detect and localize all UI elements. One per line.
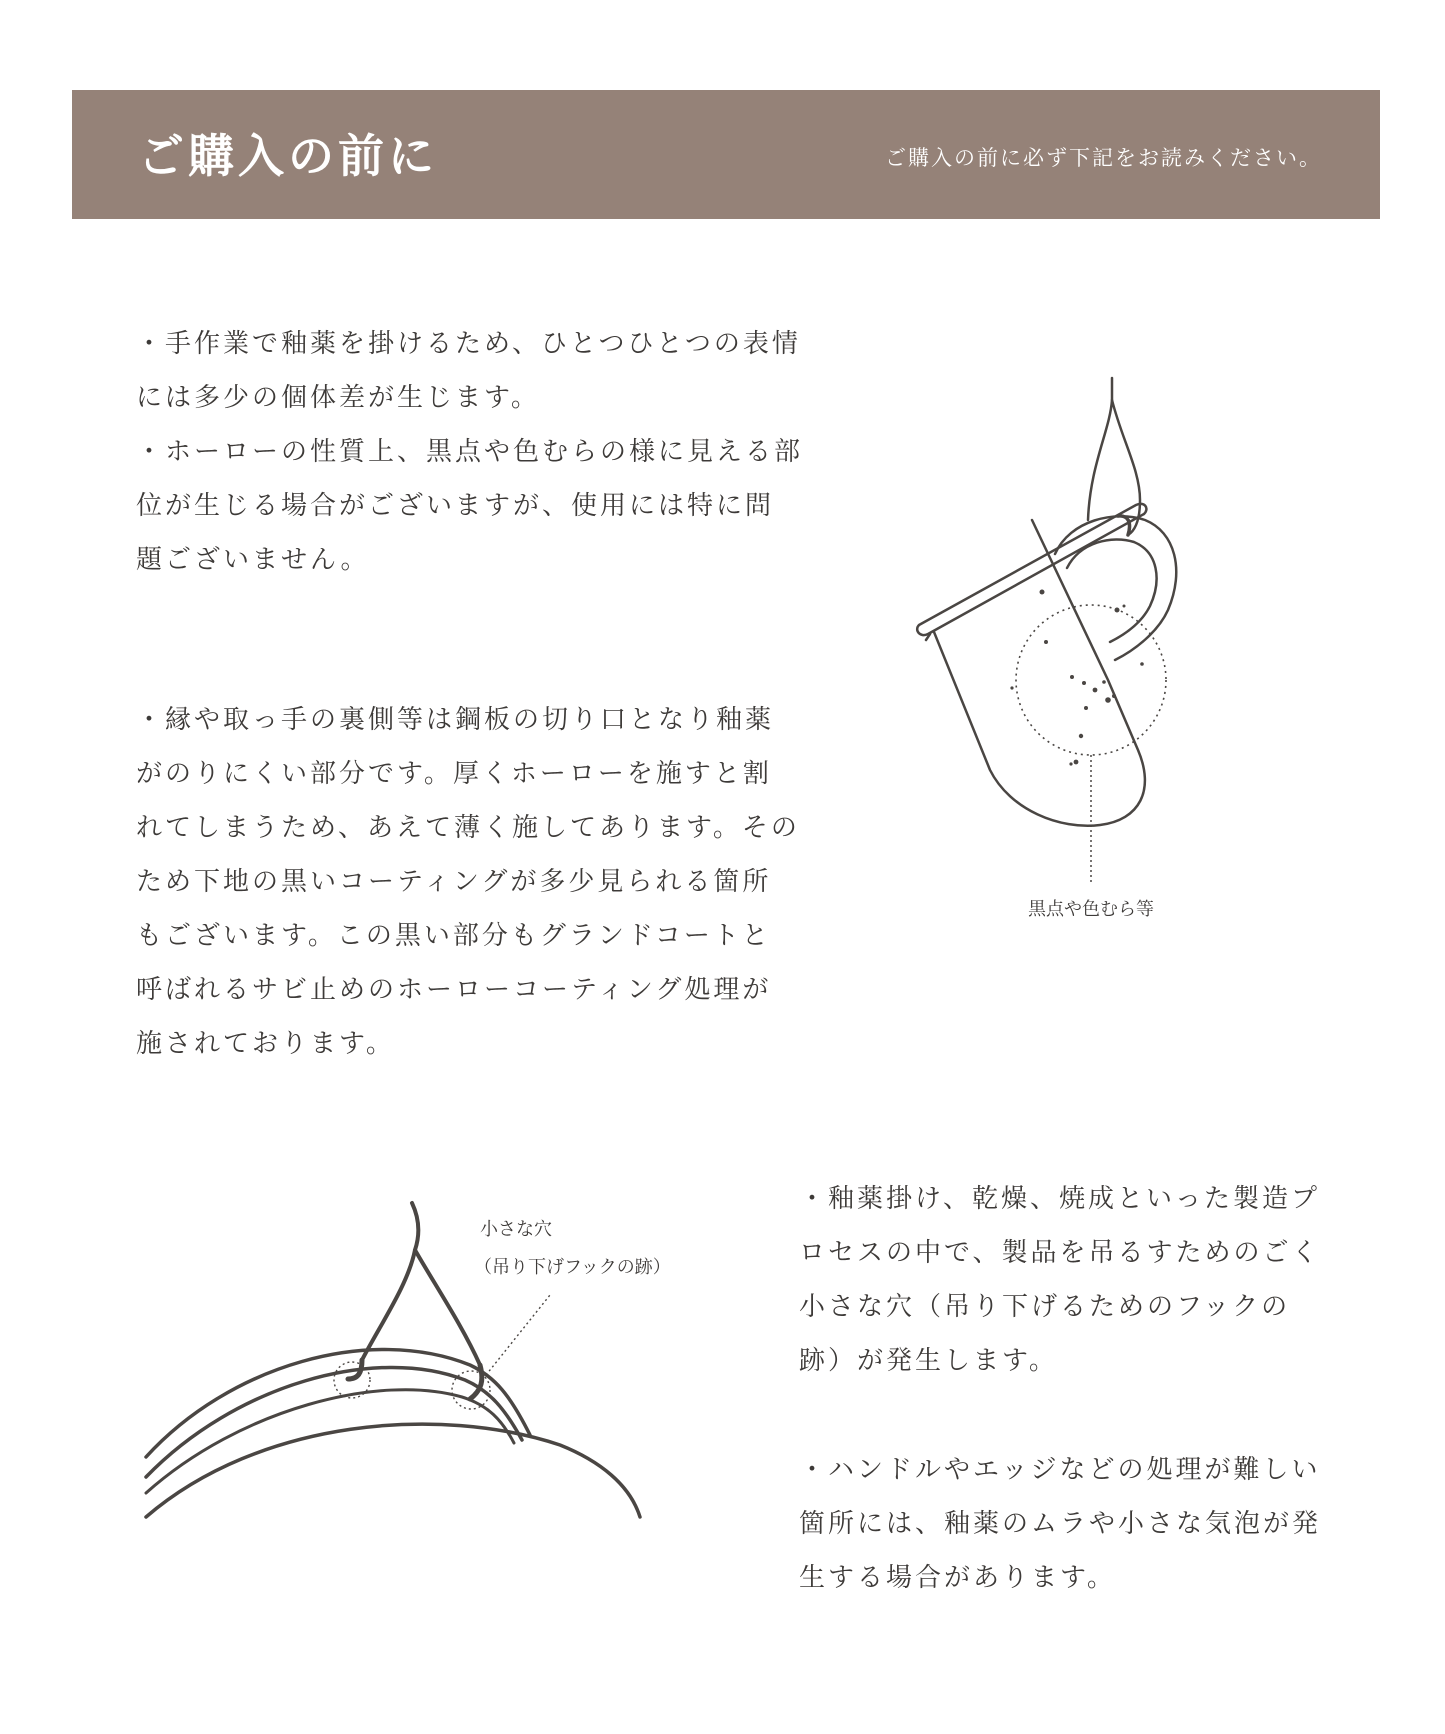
header-subtitle: ご購入の前に必ず下記をお読みください。 bbox=[885, 146, 1322, 170]
hanging-enamel-mug-icon bbox=[900, 370, 1300, 930]
hole-label-line2: （吊り下げフックの跡） bbox=[474, 1257, 671, 1278]
text-line: 施されております。 bbox=[136, 1029, 395, 1059]
text-line: 跡）が発生します。 bbox=[799, 1346, 1058, 1376]
text-line: ・釉薬掛け、乾燥、焼成といった製造プ bbox=[799, 1184, 1320, 1214]
text-line: がのりにくい部分です。厚くホーローを施すと割 bbox=[136, 759, 772, 789]
text-line: ・ホーローの性質上、黒点や色むらの様に見える部 bbox=[136, 437, 804, 467]
speckle-label: 黒点や色むら等 bbox=[1028, 899, 1154, 920]
text-line: ・手作業で釉薬を掛けるため、ひとつひとつの表情 bbox=[136, 329, 801, 359]
text-line: 呼ばれるサビ止めのホーローコーティング処理が bbox=[136, 975, 772, 1005]
text-line: ・ハンドルやエッジなどの処理が難しい bbox=[799, 1455, 1321, 1485]
text-line: ため下地の黒いコーティングが多少見られる箇所 bbox=[136, 867, 772, 897]
text-line: 題ございません。 bbox=[136, 545, 370, 575]
text-line: 小さな穴（吊り下げるためのフックの bbox=[799, 1292, 1291, 1322]
text-line: ロセスの中で、製品を吊るすためのごく bbox=[799, 1238, 1321, 1268]
text-line: 箇所には、釉薬のムラや小さな気泡が発 bbox=[799, 1509, 1322, 1539]
rim-illustration bbox=[140, 1195, 740, 1525]
text-line: 位が生じる場合がございますが、使用には特に問 bbox=[136, 491, 775, 521]
paragraph-glaze-bubbles bbox=[799, 1443, 1359, 1605]
text-line: 生する場合があります。 bbox=[799, 1563, 1116, 1593]
text-line: もございます。この黒い部分もグランドコートと bbox=[136, 921, 771, 951]
mug-illustration bbox=[900, 370, 1300, 930]
text-line: には多少の個体差が生じます。 bbox=[136, 383, 540, 413]
page-header bbox=[72, 90, 1380, 219]
paragraph-hanging-holes bbox=[799, 1172, 1359, 1388]
hook-on-rim-icon bbox=[140, 1195, 740, 1525]
text-line: ・縁や取っ手の裏側等は鋼板の切り口となり釉薬 bbox=[136, 705, 775, 735]
page-title: ご購入の前に bbox=[138, 129, 438, 183]
paragraph-individual-differences bbox=[136, 317, 804, 587]
text-line: れてしまうため、あえて薄く施してあります。その bbox=[136, 813, 800, 843]
hole-label-line1: 小さな穴 bbox=[480, 1219, 552, 1240]
paragraph-edges-and-handle bbox=[136, 693, 800, 1071]
